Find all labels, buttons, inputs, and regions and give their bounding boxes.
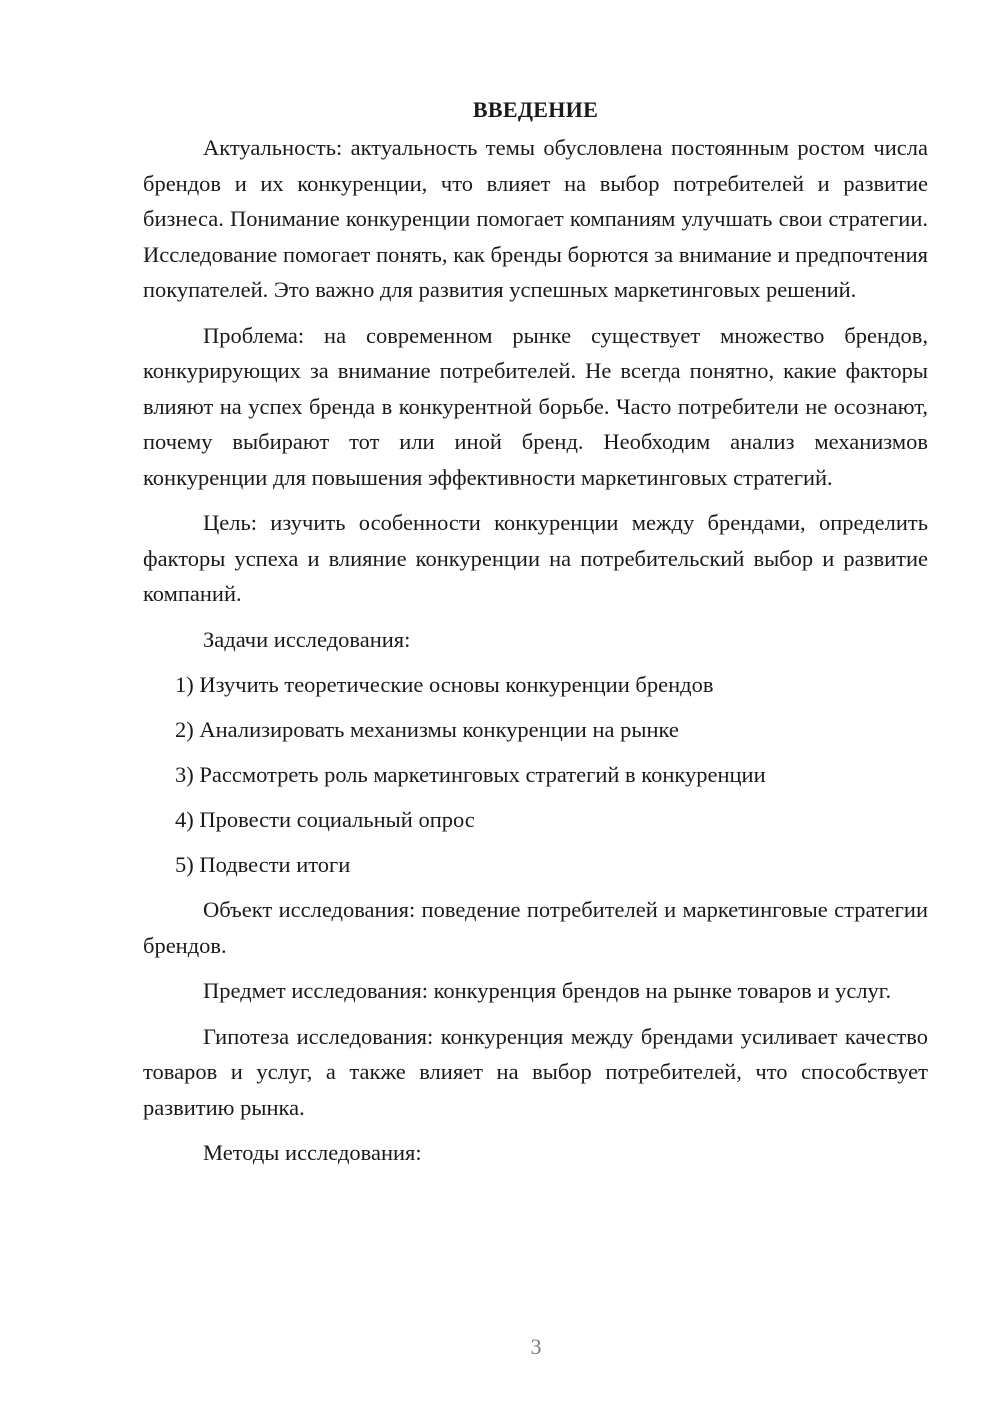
- section-title: ВВЕДЕНИЕ: [472, 97, 599, 122]
- subject-paragraph: Предмет исследования: конкуренция брендов на рынке товаров и услуг.: [203, 978, 892, 1003]
- list-item: 3) Рассмотреть роль маркетинговых стратегий в конкуренции: [175, 762, 766, 787]
- page-content: [143, 92, 928, 1181]
- problem-paragraph: Проблема: на современном рынке существует множество брендов, конкурирующих за внимание потребителей. Не всегда понятно, какие факторы влияют на успех бренда в конкурентной борьбе. Часто потребители не осознают, почему выбирают тот или иной бренд. Необходим анализ механизмов конкуренции для повышения эффективности маркетинговых стратегий.: [143, 322, 928, 490]
- tasks-heading: Задачи исследования:: [203, 626, 411, 652]
- tasks-list: [143, 667, 928, 883]
- list-item: 1) Изучить теоретические основы конкуренции брендов: [175, 672, 714, 697]
- methods-heading: Методы исследования:: [203, 1140, 422, 1165]
- list-item: 4) Провести социальный опрос: [175, 807, 475, 832]
- page-number: 3: [530, 1334, 542, 1359]
- hypothesis-paragraph: Гипотеза исследования: конкуренция между брендами усиливает качество товаров и услуг, а также влияет на выбор потребителей, что способствует развитию рынка.: [143, 1023, 928, 1120]
- list-item: 2) Анализировать механизмы конкуренции на рынке: [175, 717, 679, 742]
- relevance-paragraph: Актуальность: актуальность темы обусловлена постоянным ростом числа брендов и их конкуренции, что влияет на выбор потребителей и развитие бизнеса. Понимание конкуренции помогает компаниям улучшать свои стратегии. Исследование помогает понять, как бренды борются за внимание и предпочтения покупателей. Это важно для развития успешных маркетинговых решений.: [143, 135, 928, 302]
- object-paragraph: Объект исследования: поведение потребителей и маркетинговые стратегии брендов.: [143, 897, 928, 958]
- list-item: 5) Подвести итоги: [175, 852, 351, 877]
- goal-paragraph: Цель: изучить особенности конкуренции между брендами, определить факторы успеха и влияние конкуренции на потребительский выбор и развитие компаний.: [143, 510, 928, 606]
